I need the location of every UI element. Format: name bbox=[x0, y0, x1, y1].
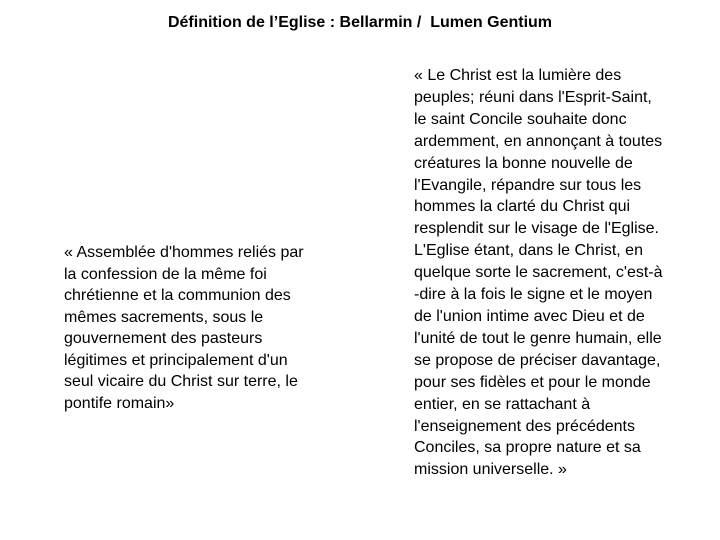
bellarmin-line: gouvernement des pasteurs bbox=[64, 330, 263, 347]
lumen-gentium-line: se propose de préciser davantage, bbox=[414, 351, 661, 369]
lumen-gentium-line: de l'union intime avec Dieu et de bbox=[414, 307, 645, 325]
lumen-gentium-line: L'Eglise étant, dans le Christ, en bbox=[414, 242, 643, 260]
lumen-gentium-line: « Le Christ est la lumière des bbox=[414, 67, 622, 84]
slide-title: Définition de l’Eglise : Bellarmin / Lumen Gentium bbox=[167, 14, 553, 31]
lumen-gentium-line: créatures la bonne nouvelle de bbox=[414, 154, 633, 172]
lumen-gentium-line: l'Evangile, répandre sur tous les bbox=[414, 176, 642, 194]
bellarmin-line: la confession de la même foi bbox=[64, 265, 267, 283]
bellarmin-line: mêmes sacrements, sous le bbox=[64, 308, 264, 326]
lumen-gentium-line: entier, en se rattachant à bbox=[414, 395, 591, 413]
lumen-gentium-line: Conciles, sa propre nature et sa bbox=[414, 439, 641, 457]
lumen-gentium-line: le saint Concile souhaite donc bbox=[414, 110, 627, 128]
lumen-gentium-line: -dire à la fois le signe et le moyen bbox=[414, 286, 653, 304]
lumen-gentium-line: peuples; réuni dans l'Esprit-Saint, bbox=[414, 88, 652, 106]
bellarmin-definition bbox=[64, 242, 346, 414]
lumen-gentium-line: resplendit sur le visage de l'Eglise. bbox=[414, 220, 659, 238]
lumen-gentium-line: l'enseignement des précédents bbox=[414, 417, 635, 435]
lumen-gentium-line: l'unité de tout le genre humain, elle bbox=[414, 329, 662, 347]
lumen-gentium-definition bbox=[414, 65, 704, 481]
bellarmin-line: « Assemblée d'hommes reliés par bbox=[64, 244, 304, 261]
lumen-gentium-line: mission universelle. » bbox=[414, 461, 567, 479]
bellarmin-line: pontife romain» bbox=[64, 394, 175, 412]
bellarmin-line: légitimes et principalement d'un bbox=[64, 351, 288, 369]
lumen-gentium-line: ardemment, en annonçant à toutes bbox=[414, 132, 663, 150]
bellarmin-line: chrétienne et la communion des bbox=[64, 287, 291, 304]
lumen-gentium-line: quelque sorte le sacrement, c'est-à bbox=[414, 264, 663, 282]
lumen-gentium-line: pour ses fidèles et pour le monde bbox=[414, 373, 651, 391]
bellarmin-line: seul vicaire du Christ sur terre, le bbox=[64, 373, 298, 390]
lumen-gentium-line: hommes la clarté du Christ qui bbox=[414, 198, 631, 216]
